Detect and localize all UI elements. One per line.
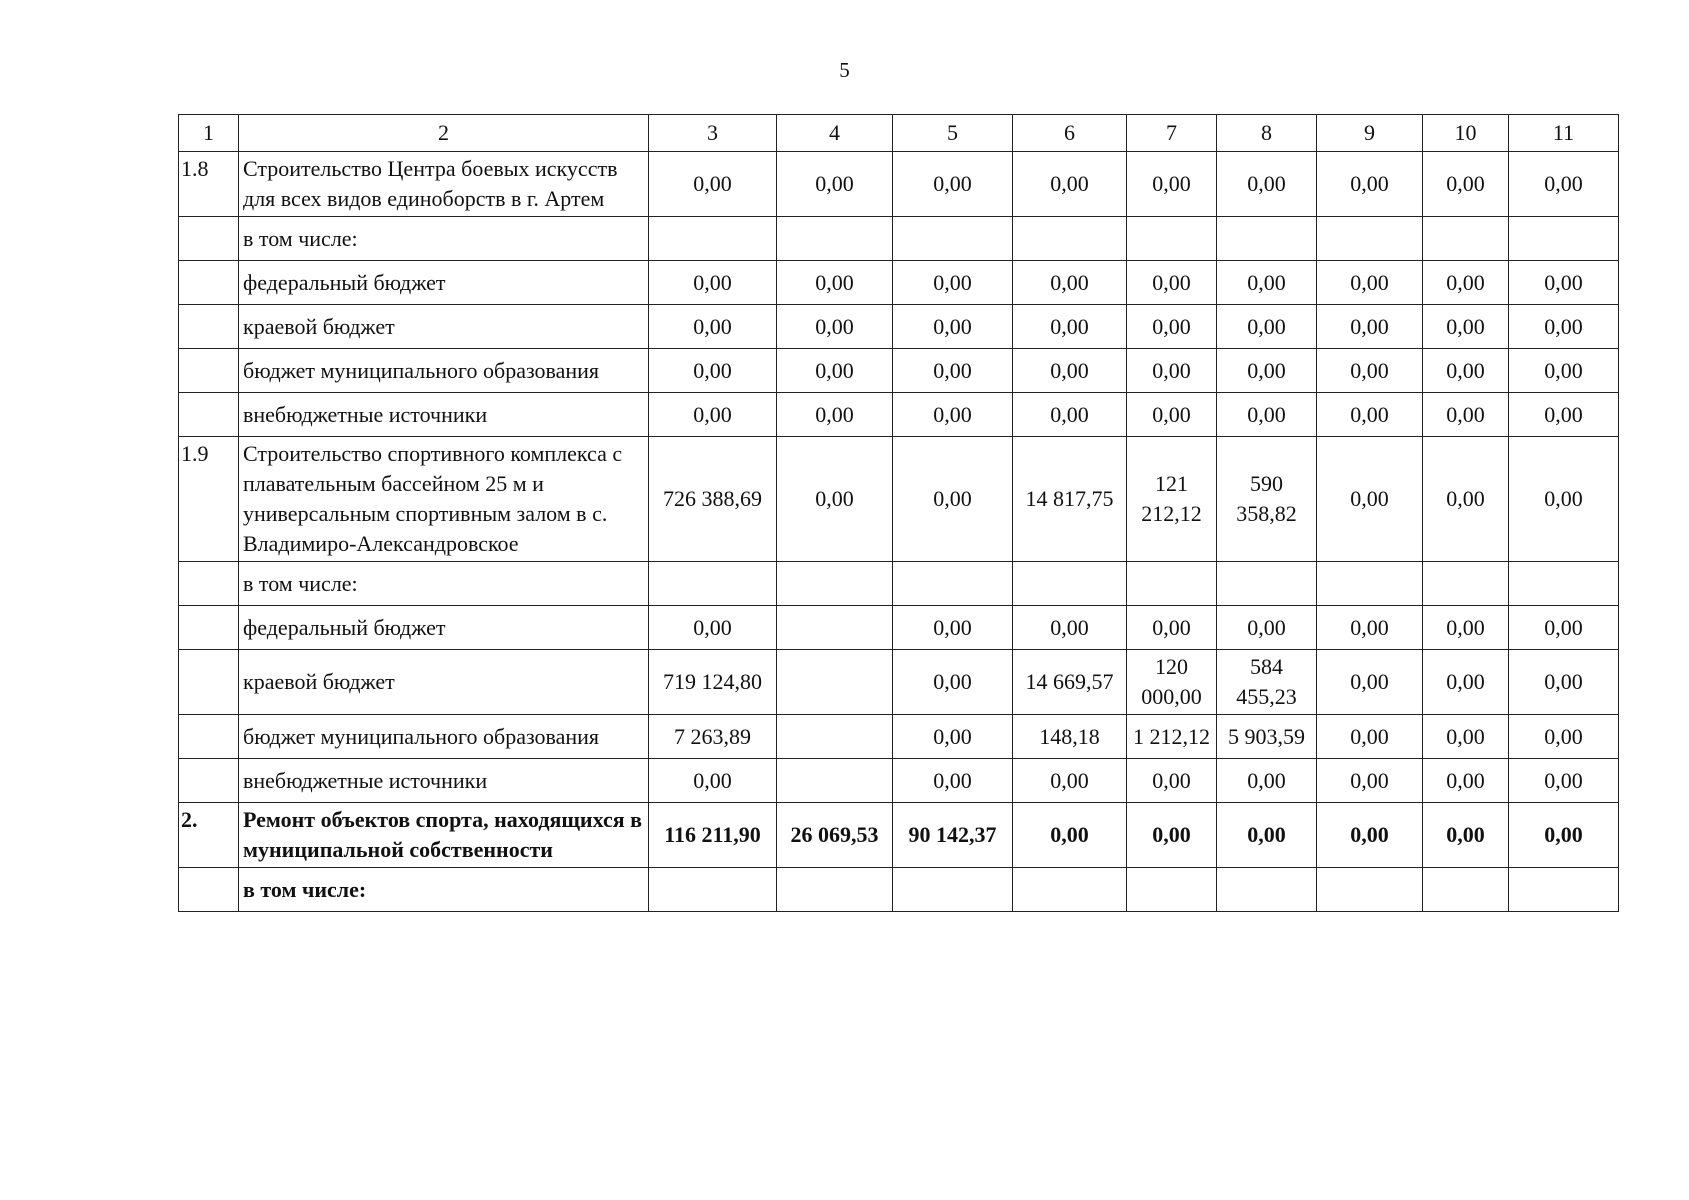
value-cell: 0,00 bbox=[777, 305, 893, 349]
value-cell: 0,00 bbox=[1509, 803, 1619, 868]
row-code bbox=[179, 650, 239, 715]
value-cell: 0,00 bbox=[893, 349, 1013, 393]
column-number-cell: 7 bbox=[1127, 115, 1217, 152]
value-cell bbox=[1013, 217, 1127, 261]
value-cell bbox=[1013, 868, 1127, 912]
value-cell: 5 903,59 bbox=[1217, 715, 1317, 759]
value-cell: 0,00 bbox=[649, 759, 777, 803]
value-cell: 0,00 bbox=[1013, 759, 1127, 803]
value-cell bbox=[777, 606, 893, 650]
row-label: краевой бюджет bbox=[239, 305, 649, 349]
value-cell bbox=[1509, 217, 1619, 261]
row-label: федеральный бюджет bbox=[239, 606, 649, 650]
value-cell: 0,00 bbox=[1423, 349, 1509, 393]
value-cell: 0,00 bbox=[1317, 152, 1423, 217]
value-cell: 0,00 bbox=[1317, 305, 1423, 349]
value-cell: 0,00 bbox=[1317, 261, 1423, 305]
value-cell: 0,00 bbox=[893, 437, 1013, 562]
value-cell bbox=[1317, 868, 1423, 912]
value-cell: 116 211,90 bbox=[649, 803, 777, 868]
value-cell bbox=[893, 562, 1013, 606]
budget-source-row bbox=[179, 393, 1619, 437]
row-label: федеральный бюджет bbox=[239, 261, 649, 305]
value-cell: 0,00 bbox=[1509, 650, 1619, 715]
table-body bbox=[179, 115, 1619, 912]
value-cell: 0,00 bbox=[893, 305, 1013, 349]
value-cell bbox=[777, 868, 893, 912]
column-number-cell: 3 bbox=[649, 115, 777, 152]
row-label: краевой бюджет bbox=[239, 650, 649, 715]
row-code bbox=[179, 261, 239, 305]
value-cell: 0,00 bbox=[1423, 650, 1509, 715]
row-code: 1.9 bbox=[179, 437, 239, 562]
value-cell bbox=[1217, 868, 1317, 912]
row-subtitle: в том числе: bbox=[239, 217, 649, 261]
value-cell: 590 358,82 bbox=[1217, 437, 1317, 562]
value-cell: 0,00 bbox=[1509, 393, 1619, 437]
subtitle-row bbox=[179, 868, 1619, 912]
value-cell bbox=[1217, 217, 1317, 261]
row-code bbox=[179, 349, 239, 393]
value-cell: 0,00 bbox=[1127, 261, 1217, 305]
value-cell: 0,00 bbox=[1423, 803, 1509, 868]
row-code bbox=[179, 715, 239, 759]
column-number-cell: 2 bbox=[239, 115, 649, 152]
value-cell: 0,00 bbox=[1423, 393, 1509, 437]
value-cell: 0,00 bbox=[1317, 393, 1423, 437]
value-cell bbox=[777, 650, 893, 715]
value-cell: 0,00 bbox=[1423, 606, 1509, 650]
value-cell bbox=[649, 868, 777, 912]
section-row bbox=[179, 803, 1619, 868]
value-cell bbox=[1317, 562, 1423, 606]
value-cell bbox=[1509, 562, 1619, 606]
value-cell: 0,00 bbox=[893, 759, 1013, 803]
value-cell: 0,00 bbox=[1509, 715, 1619, 759]
value-cell: 120 000,00 bbox=[1127, 650, 1217, 715]
value-cell bbox=[1127, 562, 1217, 606]
value-cell: 0,00 bbox=[1509, 261, 1619, 305]
budget-source-row bbox=[179, 715, 1619, 759]
value-cell bbox=[777, 217, 893, 261]
row-subtitle: в том числе: bbox=[239, 562, 649, 606]
value-cell: 0,00 bbox=[1509, 349, 1619, 393]
value-cell: 0,00 bbox=[1217, 606, 1317, 650]
value-cell: 0,00 bbox=[1317, 759, 1423, 803]
value-cell: 0,00 bbox=[1013, 261, 1127, 305]
value-cell bbox=[1423, 868, 1509, 912]
value-cell: 0,00 bbox=[893, 650, 1013, 715]
value-cell bbox=[649, 562, 777, 606]
value-cell bbox=[649, 217, 777, 261]
row-code bbox=[179, 305, 239, 349]
value-cell: 0,00 bbox=[1217, 393, 1317, 437]
value-cell: 0,00 bbox=[893, 152, 1013, 217]
value-cell: 0,00 bbox=[1127, 152, 1217, 217]
budget-table bbox=[178, 114, 1619, 912]
value-cell: 14 817,75 bbox=[1013, 437, 1127, 562]
budget-source-row bbox=[179, 650, 1619, 715]
value-cell: 0,00 bbox=[1509, 437, 1619, 562]
budget-source-row bbox=[179, 349, 1619, 393]
value-cell: 0,00 bbox=[1127, 759, 1217, 803]
value-cell: 0,00 bbox=[649, 349, 777, 393]
value-cell: 0,00 bbox=[1013, 393, 1127, 437]
value-cell: 0,00 bbox=[777, 152, 893, 217]
value-cell: 0,00 bbox=[1127, 393, 1217, 437]
value-cell bbox=[893, 217, 1013, 261]
budget-source-row bbox=[179, 261, 1619, 305]
value-cell bbox=[777, 562, 893, 606]
budget-source-row bbox=[179, 305, 1619, 349]
value-cell: 0,00 bbox=[1217, 803, 1317, 868]
subtitle-row bbox=[179, 217, 1619, 261]
column-number-cell: 1 bbox=[179, 115, 239, 152]
value-cell bbox=[893, 868, 1013, 912]
value-cell: 0,00 bbox=[1217, 305, 1317, 349]
column-number-row bbox=[179, 115, 1619, 152]
row-title: Строительство спортивного комплекса с плавательным бассейном 25 м и универсальным спортивным залом в с. Владимиро-Александровское bbox=[239, 437, 649, 562]
value-cell: 0,00 bbox=[1423, 305, 1509, 349]
value-cell: 26 069,53 bbox=[777, 803, 893, 868]
value-cell: 0,00 bbox=[1013, 803, 1127, 868]
value-cell bbox=[1509, 868, 1619, 912]
value-cell: 0,00 bbox=[1217, 349, 1317, 393]
column-number-cell: 4 bbox=[777, 115, 893, 152]
row-code bbox=[179, 217, 239, 261]
value-cell: 0,00 bbox=[649, 606, 777, 650]
value-cell: 0,00 bbox=[1423, 759, 1509, 803]
value-cell: 0,00 bbox=[893, 606, 1013, 650]
value-cell: 0,00 bbox=[1127, 803, 1217, 868]
value-cell: 726 388,69 bbox=[649, 437, 777, 562]
value-cell bbox=[1127, 217, 1217, 261]
section-row bbox=[179, 152, 1619, 217]
value-cell: 0,00 bbox=[649, 305, 777, 349]
value-cell: 0,00 bbox=[777, 349, 893, 393]
value-cell: 0,00 bbox=[777, 437, 893, 562]
column-number-cell: 6 bbox=[1013, 115, 1127, 152]
budget-source-row bbox=[179, 759, 1619, 803]
value-cell: 0,00 bbox=[893, 261, 1013, 305]
row-label: внебюджетные источники bbox=[239, 393, 649, 437]
row-code bbox=[179, 606, 239, 650]
value-cell bbox=[1423, 217, 1509, 261]
value-cell: 0,00 bbox=[893, 715, 1013, 759]
row-code: 2. bbox=[179, 803, 239, 868]
value-cell bbox=[1127, 868, 1217, 912]
row-code bbox=[179, 759, 239, 803]
subtitle-row bbox=[179, 562, 1619, 606]
column-number-cell: 10 bbox=[1423, 115, 1509, 152]
value-cell: 148,18 bbox=[1013, 715, 1127, 759]
column-number-cell: 5 bbox=[893, 115, 1013, 152]
value-cell: 0,00 bbox=[1423, 437, 1509, 562]
value-cell bbox=[1423, 562, 1509, 606]
value-cell: 0,00 bbox=[1217, 759, 1317, 803]
row-title: Ремонт объектов спорта, находящихся в муниципальной собственности bbox=[239, 803, 649, 868]
value-cell: 0,00 bbox=[1423, 152, 1509, 217]
value-cell: 0,00 bbox=[777, 393, 893, 437]
value-cell: 0,00 bbox=[1217, 261, 1317, 305]
budget-source-row bbox=[179, 606, 1619, 650]
value-cell bbox=[1317, 217, 1423, 261]
value-cell bbox=[1013, 562, 1127, 606]
value-cell: 0,00 bbox=[649, 393, 777, 437]
value-cell: 0,00 bbox=[649, 261, 777, 305]
row-subtitle: в том числе: bbox=[239, 868, 649, 912]
value-cell: 90 142,37 bbox=[893, 803, 1013, 868]
value-cell: 121 212,12 bbox=[1127, 437, 1217, 562]
value-cell: 0,00 bbox=[649, 152, 777, 217]
value-cell: 14 669,57 bbox=[1013, 650, 1127, 715]
page-number: 5 bbox=[839, 58, 850, 82]
row-title: Строительство Центра боевых искусств для всех видов единоборств в г. Артем bbox=[239, 152, 649, 217]
row-code: 1.8 bbox=[179, 152, 239, 217]
row-label: бюджет муниципального образования bbox=[239, 715, 649, 759]
value-cell: 0,00 bbox=[777, 261, 893, 305]
value-cell: 0,00 bbox=[1509, 606, 1619, 650]
value-cell: 0,00 bbox=[1127, 305, 1217, 349]
value-cell bbox=[777, 715, 893, 759]
value-cell: 0,00 bbox=[1317, 803, 1423, 868]
value-cell: 0,00 bbox=[1217, 152, 1317, 217]
value-cell: 0,00 bbox=[1423, 715, 1509, 759]
value-cell: 0,00 bbox=[1013, 606, 1127, 650]
column-number-cell: 8 bbox=[1217, 115, 1317, 152]
value-cell: 0,00 bbox=[1013, 305, 1127, 349]
value-cell: 0,00 bbox=[1317, 650, 1423, 715]
value-cell: 0,00 bbox=[1509, 152, 1619, 217]
section-row bbox=[179, 437, 1619, 562]
row-label: внебюджетные источники bbox=[239, 759, 649, 803]
value-cell: 0,00 bbox=[1013, 152, 1127, 217]
value-cell: 0,00 bbox=[1013, 349, 1127, 393]
value-cell: 0,00 bbox=[1509, 305, 1619, 349]
value-cell: 0,00 bbox=[1317, 349, 1423, 393]
row-code bbox=[179, 562, 239, 606]
value-cell: 0,00 bbox=[1317, 715, 1423, 759]
value-cell: 7 263,89 bbox=[649, 715, 777, 759]
value-cell: 584 455,23 bbox=[1217, 650, 1317, 715]
value-cell: 0,00 bbox=[1509, 759, 1619, 803]
row-code bbox=[179, 868, 239, 912]
row-label: бюджет муниципального образования bbox=[239, 349, 649, 393]
value-cell bbox=[777, 759, 893, 803]
value-cell: 1 212,12 bbox=[1127, 715, 1217, 759]
value-cell: 0,00 bbox=[893, 393, 1013, 437]
value-cell: 719 124,80 bbox=[649, 650, 777, 715]
column-number-cell: 9 bbox=[1317, 115, 1423, 152]
value-cell: 0,00 bbox=[1423, 261, 1509, 305]
value-cell: 0,00 bbox=[1317, 606, 1423, 650]
value-cell bbox=[1217, 562, 1317, 606]
column-number-cell: 11 bbox=[1509, 115, 1619, 152]
value-cell: 0,00 bbox=[1127, 606, 1217, 650]
value-cell: 0,00 bbox=[1317, 437, 1423, 562]
value-cell: 0,00 bbox=[1127, 349, 1217, 393]
row-code bbox=[179, 393, 239, 437]
